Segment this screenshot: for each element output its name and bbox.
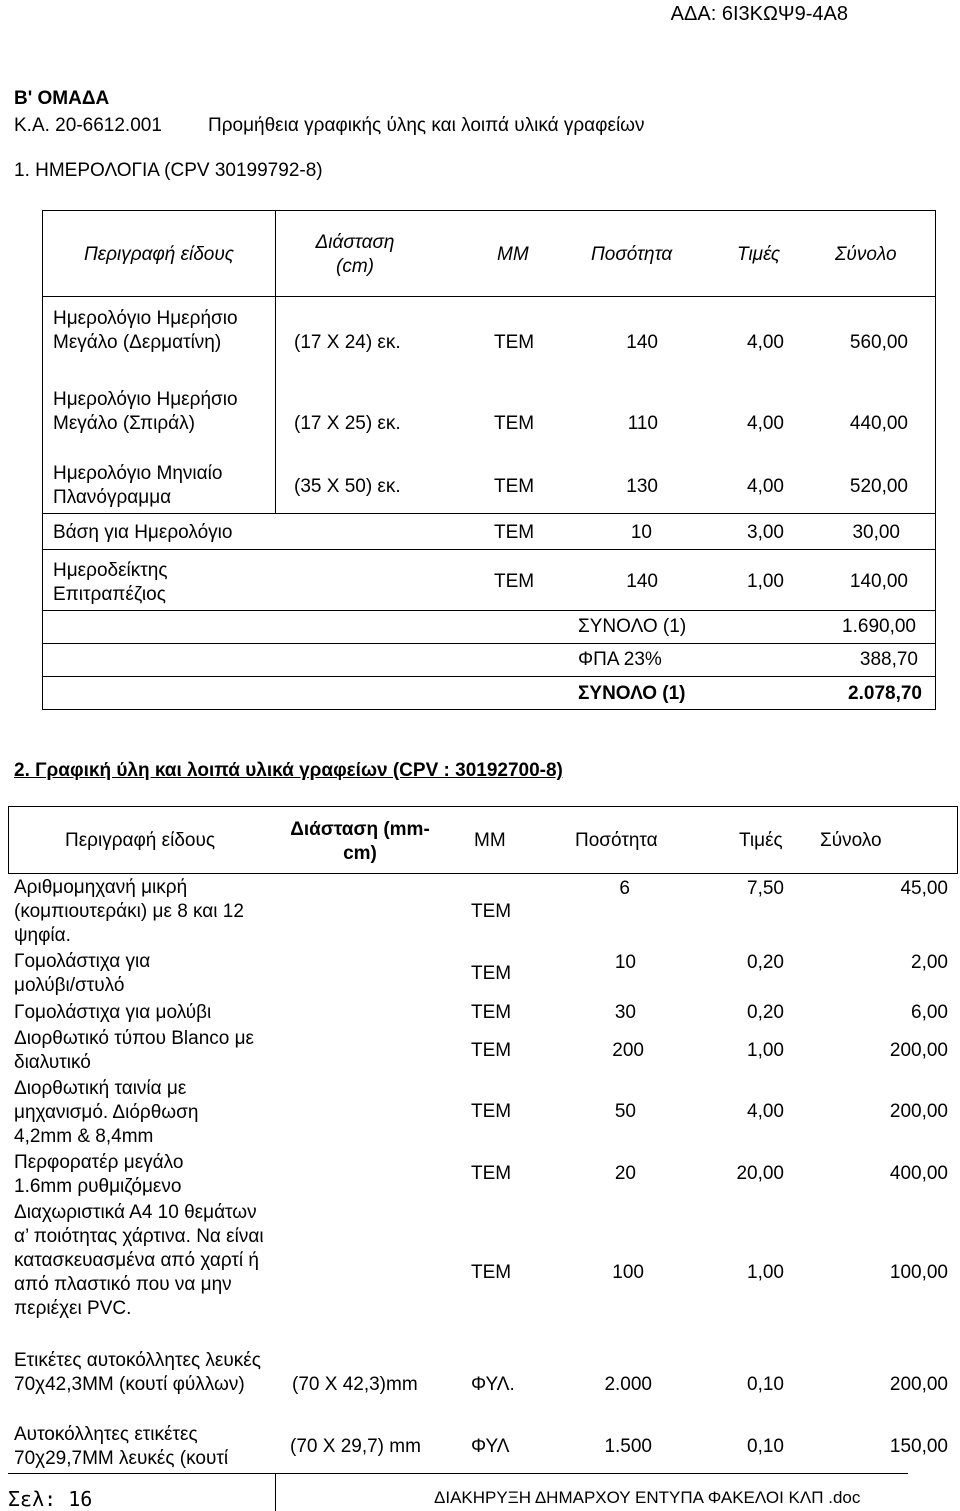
table1-row1-dim: (17 Χ 24) εκ. — [294, 332, 401, 353]
table2-row1-mm: ΤΕΜ — [471, 901, 512, 922]
table2-header-description: Περιγραφή είδους — [64, 830, 216, 851]
table2-row5-price: 4,00 — [747, 1101, 784, 1122]
table2-header-dimension: Διάσταση (mm-cm) — [290, 819, 430, 864]
group-label: Β' ΟΜΑΔΑ — [14, 88, 110, 109]
table1-row4-mm: ΤΕΜ — [494, 522, 535, 543]
table1-subtotal-label: ΣΥΝΟΛΟ (1) — [578, 616, 687, 637]
table1-subtotal-value: 1.690,00 — [842, 616, 916, 637]
table1-header-description: Περιγραφή είδους — [83, 244, 235, 265]
section1-title: 1. ΗΜΕΡΟΛΟΓΙΑ (CPV 30199792-8) — [14, 160, 323, 181]
table2-row6-total: 400,00 — [889, 1163, 948, 1184]
table1-row5-desc: Ημεροδείκτης Επιτραπέζιος — [53, 560, 168, 605]
table1-header-dimension: Διάσταση (cm) — [315, 232, 395, 277]
table2-row9-mm: ΦΥΛ — [471, 1436, 510, 1457]
table1-row5-price: 1,00 — [747, 571, 784, 592]
table2-row7-qty: 100 — [612, 1262, 644, 1283]
table1-grandtotal-label: ΣΥΝΟΛΟ (1) — [578, 683, 686, 704]
table2-header-qty: Ποσότητα — [575, 830, 658, 851]
table1-row1-total: 560,00 — [849, 332, 908, 353]
table2-row3-desc: Γομολάστιχα για μολύβι — [14, 1002, 212, 1023]
table1-header-price: Τιμές — [737, 244, 781, 265]
table2-row6-desc: Περφορατέρ μεγάλο 1.6mm ρυθμιζόμενο — [14, 1152, 184, 1197]
table2-header-price: Τιμές — [739, 830, 783, 851]
table1-row3-mm: ΤΕΜ — [494, 476, 535, 497]
table1-grandtotal-value: 2.078,70 — [848, 683, 922, 704]
table2-row1-total: 45,00 — [900, 878, 948, 899]
table2-row6-price: 20,00 — [736, 1163, 784, 1184]
table2-header-total: Σύνολο — [820, 830, 882, 851]
table2-row9-total: 150,00 — [889, 1436, 948, 1457]
table1-vat-value: 388,70 — [859, 649, 918, 670]
table2-row4-total: 200,00 — [889, 1040, 948, 1061]
ka-code: Κ.Α. 20-6612.001 — [14, 115, 162, 136]
table1-row1-price: 4,00 — [747, 332, 784, 353]
table1-row2-qty: 110 — [627, 413, 658, 434]
table2-row5-total: 200,00 — [889, 1101, 948, 1122]
table2-row4-mm: ΤΕΜ — [471, 1040, 512, 1061]
table1-row2-total: 440,00 — [849, 413, 908, 434]
table1-row3-price: 4,00 — [747, 476, 784, 497]
table1-row5-mm: ΤΕΜ — [494, 571, 535, 592]
ka-description: Προμήθεια γραφικής ύλης και λοιπά υλικά γραφείων — [208, 115, 645, 136]
table2-row8-mm: ΦΥΛ. — [471, 1374, 515, 1395]
table2-row3-qty: 30 — [614, 1002, 636, 1023]
table2-row1-qty: 6 — [619, 878, 630, 899]
table2-row8-desc: Ετικέτες αυτοκόλλητες λευκές 70χ42,3ΜΜ (κουτί φύλλων) — [14, 1350, 261, 1395]
table1-row2-dim: (17 Χ 25) εκ. — [294, 413, 401, 434]
table1-row1-mm: ΤΕΜ — [494, 332, 535, 353]
table2-row2-desc: Γομολάστιχα για μολύβι/στυλό — [14, 951, 151, 996]
table1-row1-qty: 140 — [626, 332, 658, 353]
table2-row2-price: 0,20 — [747, 952, 784, 973]
table2-row3-price: 0,20 — [747, 1002, 784, 1023]
table2-row8-total: 200,00 — [889, 1374, 948, 1395]
table1-vat-label: ΦΠΑ 23% — [578, 649, 662, 670]
table2-header-mm: ΜΜ — [474, 830, 506, 851]
table1-header-qty: Ποσότητα — [591, 244, 673, 265]
page-number: Σελ: 16 — [8, 1487, 93, 1511]
table1-row3-qty: 130 — [626, 476, 658, 497]
table2-row8-dim: (70 Χ 42,3)mm — [292, 1374, 418, 1395]
table2-row9-desc: Αυτοκόλλητες ετικέτες 70χ29,7ΜΜ λευκές (κουτί — [14, 1424, 229, 1469]
table2-row2-total: 2,00 — [911, 952, 948, 973]
table2-row6-qty: 20 — [614, 1163, 636, 1184]
table1-row3-dim: (35 Χ 50) εκ. — [294, 476, 401, 497]
table2-row7-price: 1,00 — [747, 1262, 784, 1283]
document-filename: ΔΙΑΚΗΡΥΞΗ ΔΗΜΑΡΧΟΥ ΕΝΤΥΠΑ ΦΑΚΕΛΟΙ ΚΛΠ .doc — [434, 1488, 861, 1507]
table1-row2-desc: Ημερολόγιο Ημερήσιο Μεγάλο (Σπιράλ) — [53, 389, 238, 434]
table2-row2-qty: 10 — [614, 952, 636, 973]
table2-row7-total: 100,00 — [889, 1262, 948, 1283]
section2-title: 2. Γραφική ύλη και λοιπά υλικά γραφείων (CPV : 30192700-8) — [14, 760, 563, 781]
table1-header-total: Σύνολο — [835, 244, 897, 265]
table2-row8-qty: 2.000 — [604, 1374, 652, 1395]
table1-row4-total: 30,00 — [852, 522, 900, 543]
table2-row4-desc: Διορθωτικό τύπου Blanco με διαλυτικό — [14, 1028, 255, 1073]
table1-row3-total: 520,00 — [849, 476, 908, 497]
table2-row6-mm: ΤΕΜ — [471, 1163, 512, 1184]
table1-header-mm: ΜΜ — [497, 244, 529, 265]
table2-row3-mm: ΤΕΜ — [471, 1002, 512, 1023]
table2-row4-price: 1,00 — [747, 1040, 784, 1061]
table1-row4-price: 3,00 — [747, 522, 784, 543]
table2-row3-total: 6,00 — [911, 1002, 948, 1023]
table1-row3-desc: Ημερολόγιο Μηνιαίο Πλανόγραμμα — [53, 463, 223, 508]
ada-code: ΑΔΑ: 6Ι3ΚΩΨ9-4Α8 — [670, 3, 848, 25]
table2-row5-mm: ΤΕΜ — [471, 1101, 512, 1122]
table2-row7-desc: Διαχωριστικά Α4 10 θεμάτων α’ ποιότητας χάρτινα. Να είναι κατασκευασμένα από χαρτί ή από πλαστικό που να μην περιέχει PVC. — [14, 1202, 264, 1319]
table2-row2-mm: ΤΕΜ — [471, 963, 512, 984]
table2-row9-price: 0,10 — [747, 1436, 784, 1457]
table1-row4-desc: Βάση για Ημερολόγιο — [53, 522, 233, 543]
table2-row9-qty: 1.500 — [604, 1436, 652, 1457]
table2-row9-dim: (70 Χ 29,7) mm — [290, 1436, 421, 1457]
table1-row5-qty: 140 — [626, 571, 658, 592]
table1-row2-price: 4,00 — [747, 413, 784, 434]
table1-row2-mm: ΤΕΜ — [494, 413, 535, 434]
table2-row1-desc: Αριθμομηχανή μικρή (κομπιουτεράκι) με 8 και 12 ψηφία. — [14, 877, 244, 946]
table2-row1-price: 7,50 — [747, 878, 784, 899]
table2-row8-price: 0,10 — [747, 1374, 784, 1395]
table1-row5-total: 140,00 — [849, 571, 908, 592]
table2-row7-mm: ΤΕΜ — [471, 1262, 512, 1283]
table1-row4-qty: 10 — [630, 522, 652, 543]
table2-row5-qty: 50 — [614, 1101, 636, 1122]
table2-row4-qty: 200 — [612, 1040, 644, 1061]
table2-row5-desc: Διορθωτική ταινία με μηχανισμό. Διόρθωση 4,2mm & 8,4mm — [14, 1078, 199, 1147]
table1-row1-desc: Ημερολόγιο Ημερήσιο Μεγάλο (Δερματίνη) — [53, 308, 238, 353]
